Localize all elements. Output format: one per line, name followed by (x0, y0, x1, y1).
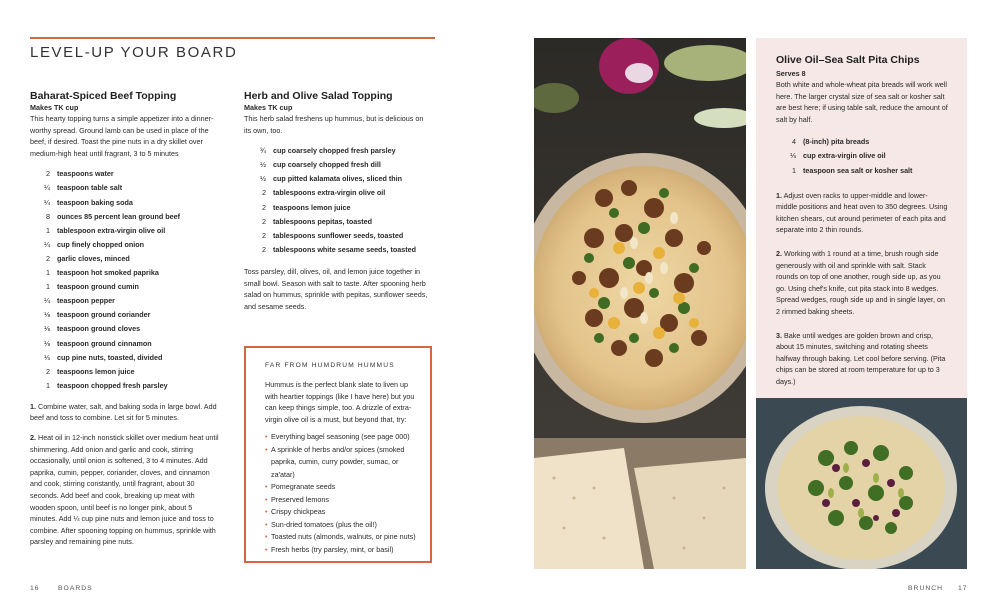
recipe-method: Toss parsley, dill, olives, oil, and lemon juice together in small bowl. Season with salt to taste. After spooning herb salad on hummus, sprinkle with pepitas, sunflower seeds, and sesame seeds. (244, 266, 428, 311)
tip-item: • Crispy chickpeas (265, 506, 416, 519)
hummus-beef-illustration (534, 38, 746, 569)
ingredient-quantity: ⅛ (44, 338, 50, 348)
ingredient-quantity: 2 (262, 188, 266, 198)
ingredient-text: tablespoons white sesame seeds, toasted (273, 244, 417, 254)
page-number-left: 16 (30, 585, 40, 592)
ingredient-item (776, 135, 948, 149)
tip-box-text: Hummus is the perfect blank slate to liven up with heartier toppings (like I have here) but you can keep things simple, too. A drizzle of extra-virgin olive oil is a must, but beyond that, try: (265, 380, 415, 424)
ingredient-quantity: 1 (46, 268, 50, 278)
ingredient-item (30, 351, 220, 365)
ingredient-item (776, 149, 948, 163)
ingredient-text: teaspoon pepper (57, 296, 115, 306)
ingredient-item (30, 252, 220, 266)
page-number-right: 17 (958, 585, 968, 592)
ingredient-quantity: 2 (262, 230, 266, 240)
recipe-title: Baharat-Spiced Beef Topping (30, 90, 177, 102)
tip-box-title: FAR FROM HUMDRUM HUMMUS (265, 362, 395, 369)
ingredient-quantity: ¼ (44, 197, 50, 207)
ingredient-quantity: 2 (46, 366, 50, 376)
ingredient-quantity: ¼ (44, 239, 50, 249)
ingredient-text: teaspoon sea salt or kosher salt (803, 165, 913, 175)
recipe-yield: Makes TK cup (244, 103, 293, 112)
ingredient-quantity: 8 (46, 211, 50, 221)
recipe-description: Both white and whole-wheat pita breads will work well here. The larger crystal size of sea salt or kosher salt are best here; if using table salt, reduce the amount of salt by half. (776, 80, 948, 124)
ingredient-quantity: ¼ (44, 296, 50, 306)
ingredient-text: teaspoon ground cumin (57, 282, 139, 292)
ingredient-text: tablespoons sunflower seeds, toasted (273, 230, 404, 240)
ingredient-text: cup finely chopped onion (57, 239, 145, 249)
ingredient-text: teaspoon ground coriander (57, 310, 151, 320)
recipe-title: Olive Oil–Sea Salt Pita Chips (776, 54, 920, 66)
ingredient-item (30, 379, 220, 393)
method-step (776, 330, 948, 388)
ingredient-text: teaspoon chopped fresh parsley (57, 380, 168, 390)
ingredient-item (30, 181, 220, 195)
ingredient-quantity: 2 (46, 169, 50, 179)
ingredient-quantity: 2 (262, 216, 266, 226)
method-step (30, 432, 220, 548)
tip-item: • Sun-dried tomatoes (plus the oil!) (265, 519, 416, 532)
ingredient-text: teaspoon ground cinnamon (57, 338, 152, 348)
ingredient-quantity: ½ (260, 174, 266, 184)
ingredient-item (30, 308, 220, 322)
ingredient-item (30, 238, 220, 252)
ingredient-item (30, 337, 220, 351)
ingredient-item (30, 210, 220, 224)
ingredient-text: teaspoon table salt (57, 183, 123, 193)
ingredient-quantity: 2 (262, 202, 266, 212)
ingredient-item (30, 365, 220, 379)
recipe-description: This hearty topping turns a simple appetizer into a dinner-worthy spread. Ground lamb can be used in place of the beef, if desired. Toast the pine nuts in a dry skillet over medium-high heat until fragrant, 3 to 5 minutes (30, 114, 214, 158)
ingredient-quantity: ½ (260, 160, 266, 170)
step-text: Heat oil in 12-inch nonstick skillet over medium heat until shimmering. Add onion and garlic and cook, stirring occasionally, until onion is softened, 3 to 4 minutes. Add paprika, cumin, pepper, coriander, cloves, and cinnamon and cook, stirring constantly, until fragrant, about 30 seconds. Add beef and cook, breaking up meat with wooden spoon, until beef is no longer pink, about 5 minutes. Add ¼ cup pine nuts and lemon juice and toss to combine. After spooning topping on hummus, sprinkle with parsley and remaining pine nuts. (30, 433, 219, 547)
ingredient-quantity: 1 (46, 225, 50, 235)
recipe-herb-olive (244, 90, 432, 312)
step-text: Adjust oven racks to upper-middle and lower-middle positions and heat oven to 350 degrees. Using kitchen shears, cut around perimeter of each pita and separate into 2 thin rounds. (776, 190, 948, 235)
tip-item: • Toasted nuts (almonds, walnuts, or pine nuts) (265, 531, 416, 544)
running-footer-left: BOARDS (58, 585, 93, 592)
ingredient-quantity: ¾ (260, 146, 266, 156)
step-text: Bake until wedges are golden brown and crisp, about 15 minutes, switching and rotating sheets halfway through baking. Let cool before serving. (Pita chips can be stored at room temperature for up to 3 days.) (776, 330, 946, 386)
ingredient-quantity: 2 (262, 244, 266, 254)
recipe-yield: Serves 8 (776, 69, 806, 78)
ingredient-quantity: 1 (792, 165, 796, 175)
method-step (776, 190, 948, 236)
tip-item: • Fresh herbs (try parsley, mint, or basil) (265, 544, 416, 557)
step-number: 2. (776, 249, 782, 259)
recipe-yield: Makes TK cup (30, 103, 79, 112)
recipe-title: Herb and Olive Salad Topping (244, 90, 393, 102)
method-step (776, 248, 948, 318)
step-number: 1. (30, 401, 36, 411)
ingredient-text: ounces 85 percent lean ground beef (57, 211, 181, 221)
tip-box (244, 346, 432, 563)
tip-item: • A sprinkle of herbs and/or spices (smoked paprika, cumin, curry powder, sumac, or za'atar) (265, 444, 416, 482)
recipe-beef (30, 90, 220, 548)
ingredient-text: cup pitted kalamata olives, sliced thin (273, 174, 403, 184)
ingredient-item (246, 158, 432, 172)
ingredient-item (246, 215, 432, 229)
ingredient-item (246, 201, 432, 215)
ingredient-item (30, 322, 220, 336)
ingredient-quantity: ⅛ (44, 310, 50, 320)
ingredient-text: teaspoon hot smoked paprika (57, 268, 159, 278)
ingredient-item (30, 294, 220, 308)
ingredient-text: (8-inch) pita breads (803, 137, 870, 147)
step-text: Combine water, salt, and baking soda in large bowl. Add beef and toss to combine. Let sit for 5 minutes. (30, 401, 217, 423)
ingredient-item (246, 144, 432, 158)
ingredient-quantity: ⅓ (790, 151, 796, 161)
ingredient-quantity: 1 (46, 380, 50, 390)
ingredient-text: tablespoons extra-virgin olive oil (273, 188, 386, 198)
ingredient-text: teaspoons lemon juice (57, 366, 135, 376)
ingredient-text: tablespoons pepitas, toasted (273, 216, 373, 226)
ingredient-list (30, 167, 220, 393)
tip-item: • Preserved lemons (265, 494, 416, 507)
running-footer-right: BRUNCH (908, 585, 944, 592)
ingredient-item (246, 186, 432, 200)
title-rule (30, 37, 435, 39)
method-step (30, 401, 220, 424)
ingredient-item (30, 196, 220, 210)
ingredient-text: tablespoon extra-virgin olive oil (57, 225, 166, 235)
section-title: LEVEL-UP YOUR BOARD (30, 44, 238, 61)
ingredient-quantity: 4 (792, 137, 796, 147)
ingredient-item (776, 164, 948, 178)
ingredient-quantity: ⅓ (44, 352, 50, 362)
step-text: Working with 1 round at a time, brush rough side generously with oil and sprinkle with salt. Stack rounds on top of one another, rough side up, as you go. Using chef's knife, cut pita stack into 8 wedges. Spread wedges, rough side up and in single layer, on 2 rimmed baking sheets. (776, 249, 946, 316)
ingredient-text: cup extra-virgin olive oil (803, 151, 886, 161)
recipe-pita-chips (776, 54, 948, 388)
ingredient-text: cup coarsely chopped fresh parsley (273, 146, 396, 156)
step-number: 2. (30, 433, 36, 443)
ingredient-quantity: 1 (46, 282, 50, 292)
tip-item: • Everything bagel seasoning (see page 000) (265, 431, 416, 444)
ingredient-text: teaspoons lemon juice (273, 202, 351, 212)
tip-list (265, 431, 416, 556)
herb-salad-illustration (756, 398, 967, 569)
ingredient-text: cup pine nuts, toasted, divided (57, 352, 163, 362)
ingredient-item (246, 243, 432, 257)
ingredient-item (246, 172, 432, 186)
ingredient-text: teaspoon baking soda (57, 197, 133, 207)
ingredient-quantity: ¼ (44, 183, 50, 193)
ingredient-item (30, 280, 220, 294)
ingredient-list (776, 135, 948, 177)
ingredient-quantity: ⅛ (44, 324, 50, 334)
method-steps (776, 190, 948, 388)
hummus-beef-photo (534, 38, 746, 569)
method-steps (30, 401, 220, 548)
ingredient-quantity: 2 (46, 253, 50, 263)
ingredient-list (246, 144, 432, 257)
ingredient-item (30, 224, 220, 238)
step-number: 3. (776, 330, 782, 340)
ingredient-item (30, 266, 220, 280)
ingredient-text: teaspoon ground cloves (57, 324, 141, 334)
ingredient-text: garlic cloves, minced (57, 253, 130, 263)
tip-item: • Pomegranate seeds (265, 481, 416, 494)
recipe-description: This herb salad freshens up hummus, but is delicious on its own, too. (244, 114, 424, 135)
ingredient-item (30, 167, 220, 181)
ingredient-text: teaspoons water (57, 169, 114, 179)
step-number: 1. (776, 190, 782, 200)
ingredient-item (246, 229, 432, 243)
ingredient-text: cup coarsely chopped fresh dill (273, 160, 381, 170)
herb-salad-photo (756, 398, 967, 569)
